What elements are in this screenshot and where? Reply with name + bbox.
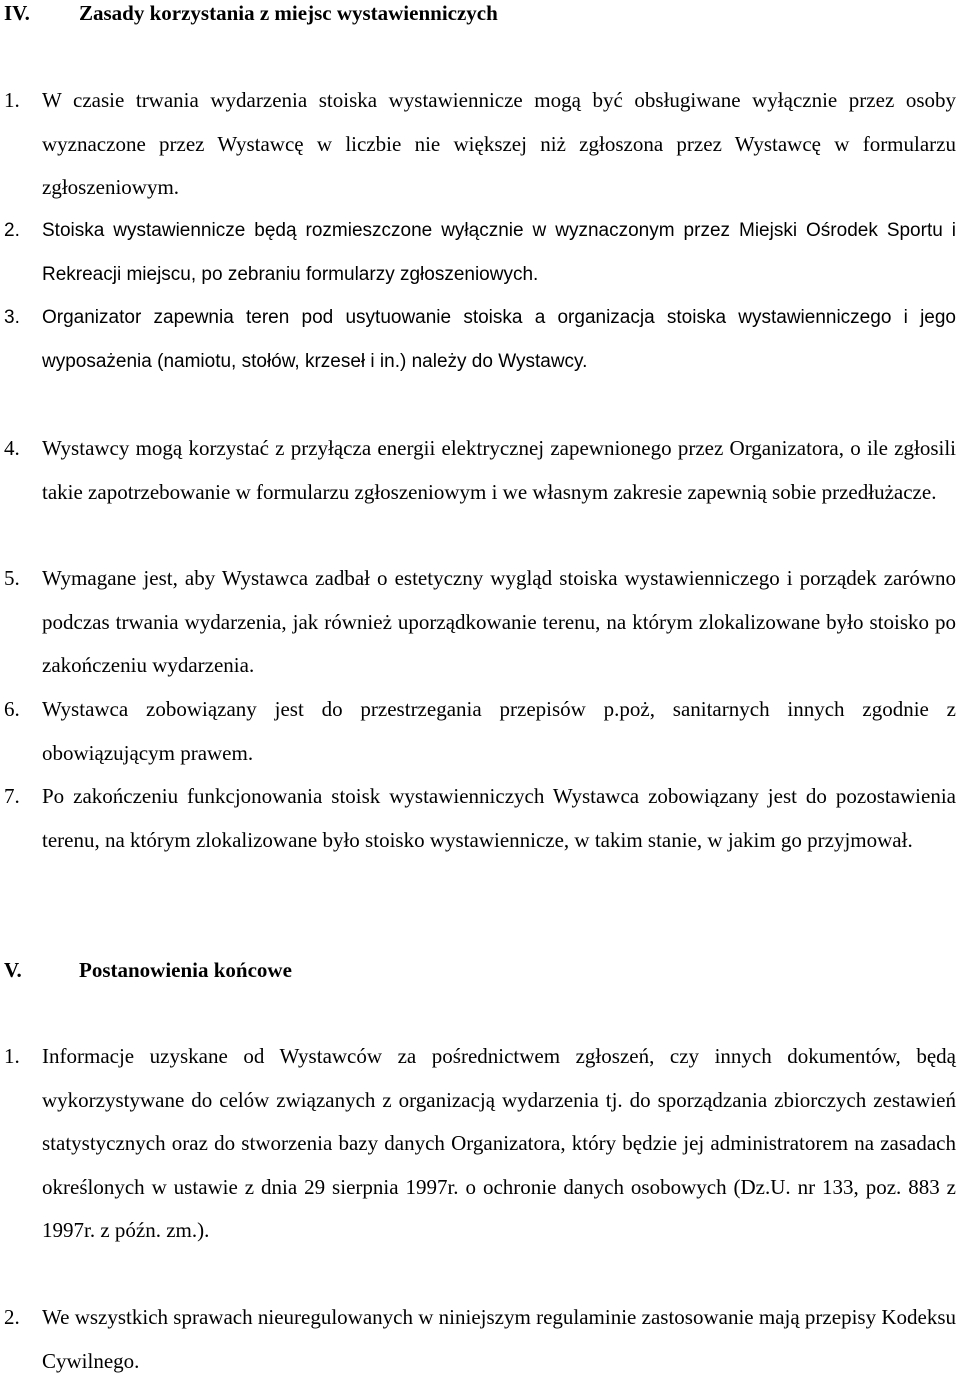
section-number: V. [4, 958, 22, 982]
list-item [4, 79, 956, 210]
item-number: 2. [4, 1305, 20, 1329]
item-number: 7. [4, 784, 20, 808]
item-text: Po zakończeniu funkcjonowania stoisk wystawienniczych Wystawca zobowiązany jest do pozostawienia terenu, na którym zlokalizowane było stoisko wystawiennicze, w takim stanie, w jakim go przyjmował. [42, 784, 956, 852]
list-item [4, 1296, 956, 1383]
list-item [4, 296, 956, 383]
list-item [4, 688, 956, 775]
list-item [4, 557, 956, 688]
list-item [4, 209, 956, 296]
item-number: 5. [4, 566, 20, 590]
item-number: 2. [4, 220, 20, 241]
item-text: Wystawcy mogą korzystać z przyłącza energii elektrycznej zapewnionego przez Organizatora, o ile zgłosili takie zapotrzebowanie w formularzu zgłoszeniowym i we własnym zakresie zapewnią sobie przedłużacze. [42, 436, 956, 504]
section-title: Postanowienia końcowe [79, 958, 292, 982]
list-item [4, 1035, 956, 1253]
item-number: 3. [4, 307, 20, 328]
list-item [4, 427, 956, 514]
item-text: Wymagane jest, aby Wystawca zadbał o estetyczny wygląd stoiska wystawienniczego i porządek zarówno podczas trwania wydarzenia, jak również uporządkowanie terenu, na którym zlokalizowane było stoisko po zakończeniu wydarzenia. [42, 566, 956, 677]
item-number: 4. [4, 436, 20, 460]
item-text: Informacje uzyskane od Wystawców za pośrednictwem zgłoszeń, czy innych dokumentów, będą wykorzystywane do celów związanych z organizacją wydarzenia tj. do sporządzania zbiorczych zestawień statystycznych oraz do stworzenia bazy danych Organizatora, który będzie jej administratorem na zasadach określonych w ustawie z dnia 29 sierpnia 1997r. o ochronie danych osobowych (Dz.U. nr 133, poz. 883 z 1997r. z późn. zm.). [42, 1044, 956, 1242]
item-text: Wystawca zobowiązany jest do przestrzegania przepisów p.poż, sanitarnych innych zgodnie z obowiązującym prawem. [42, 697, 956, 765]
section-number: IV. [4, 1, 30, 25]
item-text: Organizator zapewnia teren pod usytuowanie stoiska a organizacja stoiska wystawienniczego i jego wyposażenia (namiotu, stołów, krzeseł i in.) należy do Wystawcy. [42, 307, 956, 372]
list-item [4, 775, 956, 862]
item-number: 1. [4, 88, 20, 112]
item-number: 1. [4, 1044, 20, 1068]
section-heading-v [4, 957, 292, 983]
section-title: Zasady korzystania z miejsc wystawienniczych [79, 1, 498, 25]
item-number: 6. [4, 697, 20, 721]
item-text: W czasie trwania wydarzenia stoiska wystawiennicze mogą być obsługiwane wyłącznie przez osoby wyznaczone przez Wystawcę w liczbie nie większej niż zgłoszona przez Wystawcę w formularzu zgłoszeniowym. [42, 88, 956, 199]
item-text: We wszystkich sprawach nieuregulowanych w niniejszym regulaminie zastosowanie mają przepisy Kodeksu Cywilnego. [42, 1305, 956, 1373]
item-text: Stoiska wystawiennicze będą rozmieszczone wyłącznie w wyznaczonym przez Miejski Ośrodek Sportu i Rekreacji miejscu, po zebraniu formularzy zgłoszeniowych. [42, 220, 956, 285]
section-heading-iv [4, 0, 498, 26]
